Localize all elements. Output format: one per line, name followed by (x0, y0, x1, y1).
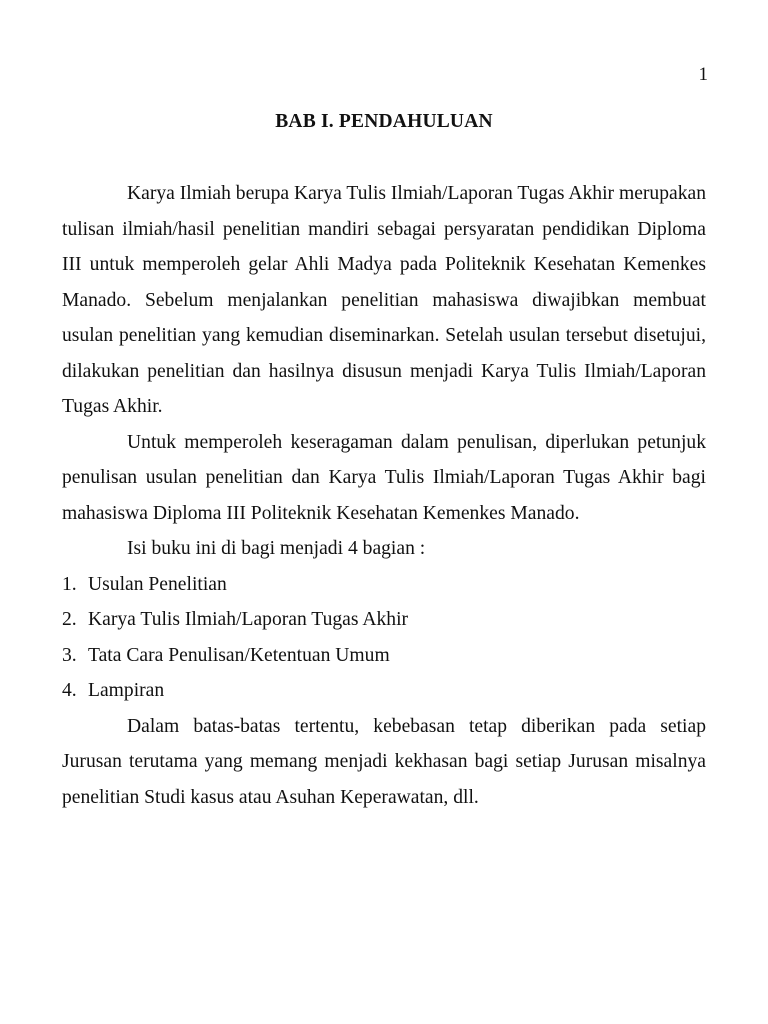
list-item-text: Karya Tulis Ilmiah/Laporan Tugas Akhir (88, 609, 409, 630)
list-item (62, 673, 706, 709)
list-item-number: 2. (62, 609, 77, 630)
list-item-number: 1. (62, 573, 77, 595)
list-item-text: Lampiran (88, 680, 165, 701)
chapter-title: BAB I. PENDAHULUAN (275, 111, 493, 132)
list-item (62, 638, 706, 674)
section-list (62, 567, 706, 709)
list-item-number: 3. (62, 644, 77, 666)
page-number: 1 (698, 64, 708, 85)
paragraph-freedom: Dalam batas-batas tertentu, kebebasan tetap diberikan pada setiap Jurusan terutama yang memang menjadi kekhasan bagi setiap Jurusan misalnya penelitian Studi kasus atau Asuhan Keperawatan, dll. (62, 715, 706, 808)
list-item-text: Usulan Penelitian (88, 573, 227, 595)
list-item (62, 567, 706, 603)
list-item (62, 602, 706, 638)
paragraph-uniformity: Untuk memperoleh keseragaman dalam penulisan, diperlukan petunjuk penulisan usulan penelitian dan Karya Tulis Ilmiah/Laporan Tugas Akhir bagi mahasiswa Diploma III Politeknik Kesehatan Kemenkes Manado. (62, 431, 706, 524)
list-item-number: 4. (62, 680, 77, 701)
list-item-text: Tata Cara Penulisan/Ketentuan Umum (88, 644, 390, 666)
paragraph-intro: Karya Ilmiah berupa Karya Tulis Ilmiah/Laporan Tugas Akhir merupakan tulisan ilmiah/hasil penelitian mandiri sebagai persyaratan pendidikan Diploma III untuk memperoleh gelar Ahli Madya pada Politeknik Kesehatan Kemenkes Manado. Sebelum menjalankan penelitian mahasiswa diwajibkan membuat usulan penelitian yang kemudian diseminarkan. Setelah usulan tersebut disetujui, dilakukan penelitian dan hasilnya disusun menjadi Karya Tulis Ilmiah/Laporan Tugas Akhir. (62, 183, 706, 417)
list-intro: Isi buku ini di bagi menjadi 4 bagian : (127, 538, 426, 559)
document-body (62, 176, 706, 815)
